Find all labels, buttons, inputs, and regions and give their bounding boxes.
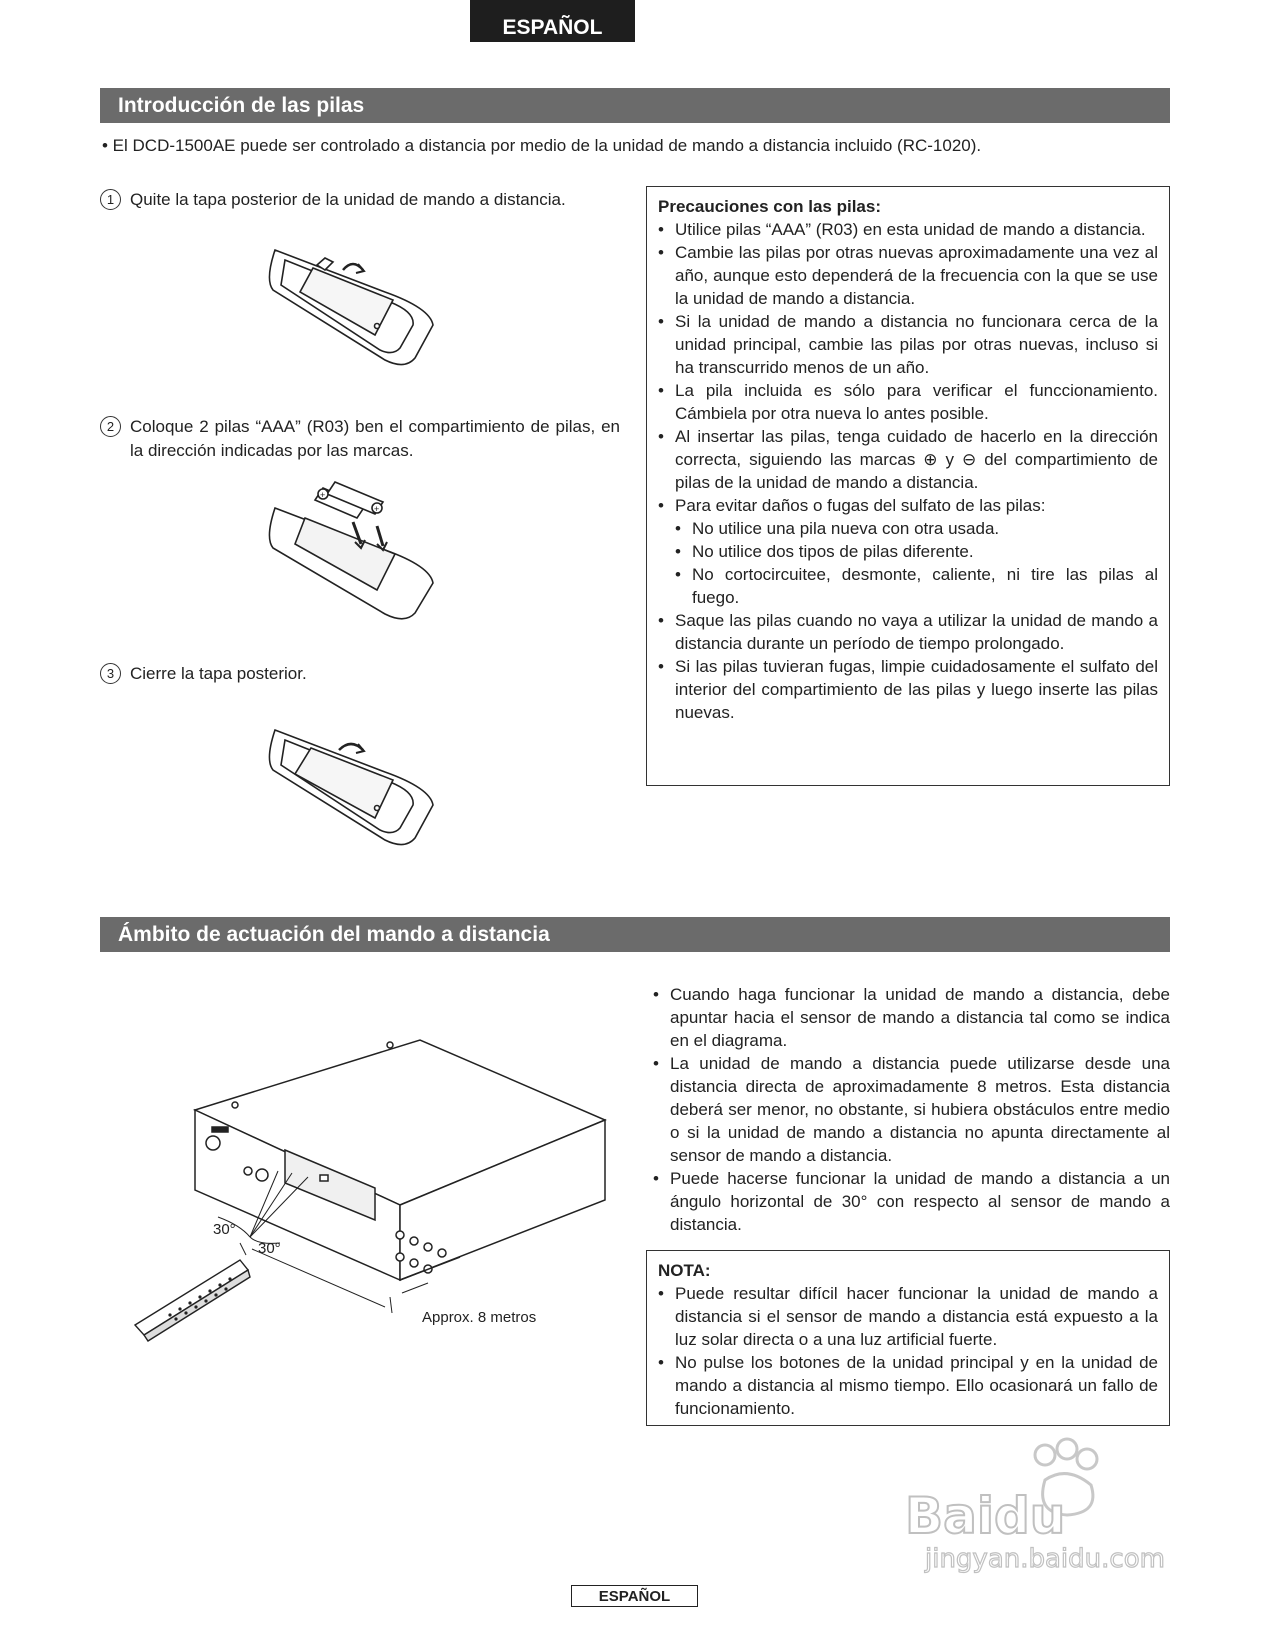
list-item: • Si la unidad de mando a distancia no funcionara cerca de la unidad principal, cambie las pilas por otras nuevas, incluso si ha transcurrido menos de un año. xyxy=(658,310,1158,379)
language-tab-bottom: ESPAÑOL xyxy=(571,1585,698,1607)
list-item: • Puede hacerse funcionar la unidad de mando a distancia a un ángulo horizontal de 30° con respecto al sensor de mando a distancia. xyxy=(653,1167,1170,1236)
precautions-title: Precauciones con las pilas: xyxy=(658,197,881,216)
precautions-list-continued xyxy=(658,609,1158,724)
note-title: NOTA: xyxy=(658,1261,711,1280)
list-item: • Saque las pilas cuando no vaya a utilizar la unidad de mando a distancia durante un período de tiempo prolongado. xyxy=(658,609,1158,655)
remote-open-cover-illustration xyxy=(265,230,445,380)
step-2-text: Coloque 2 pilas “AAA” (R03) ben el compartimiento de pilas, en la dirección indicadas por las marcas. xyxy=(130,417,620,460)
angle-left-label: 30° xyxy=(213,1221,236,1238)
list-item: • Si las pilas tuvieran fugas, limpie cuidadosamente el sulfato del interior del compartimiento de las pilas y luego inserte las pilas nuevas. xyxy=(658,655,1158,724)
step-3 xyxy=(100,662,620,686)
list-item: • No utilice dos tipos de pilas diferente. xyxy=(675,540,1158,563)
step-1-text: Quite la tapa posterior de la unidad de mando a distancia. xyxy=(130,190,566,209)
watermark-brand: Baidu xyxy=(905,1487,1066,1545)
list-item: • Cambie las pilas por otras nuevas aproximadamente una vez al año, aunque esto dependerá de la frecuencia con la que se use la unidad de mando a distancia. xyxy=(658,241,1158,310)
list-item: • No cortocircuitee, desmonte, caliente, ni tire las pilas al fuego. xyxy=(675,563,1158,609)
step-2 xyxy=(100,415,620,463)
watermark-site: jingyan.baidu.com xyxy=(925,1544,1165,1574)
note-list xyxy=(658,1282,1158,1420)
remote-close-cover-illustration xyxy=(265,708,445,858)
battery-precautions-box xyxy=(646,186,1170,786)
baidu-watermark xyxy=(895,1435,1195,1575)
step-1-number: 1 xyxy=(100,189,121,210)
list-item: • La pila incluida es sólo para verificar el funccionamiento. Cámbiela por otra nueva lo antes posible. xyxy=(658,379,1158,425)
note-box xyxy=(646,1250,1170,1426)
step-2-number: 2 xyxy=(100,416,121,437)
list-item: • La unidad de mando a distancia puede utilizarse desde una distancia directa de aproximadamente 8 metros. Esta distancia deberá ser menor, no obstante, si hubiera obstáculos entre medio o si la unidad de mando a distancia no apunta directamente al sensor de mando a distancia. xyxy=(653,1052,1170,1167)
list-item: • Al insertar las pilas, tenga cuidado de hacerlo en la dirección correcta, siguiendo las marcas ⊕ y ⊖ del compartimiento de pilas de la unidad de mando a distancia. xyxy=(658,425,1158,494)
precautions-list xyxy=(658,218,1158,517)
svg-text:+: + xyxy=(374,504,380,514)
list-item: • Puede resultar difícil hacer funcionar la unidad de mando a distancia si el sensor de mando a distancia está expuesto a la luz solar directa o a una luz artificial fuerte. xyxy=(658,1282,1158,1351)
range-bullets xyxy=(653,983,1170,1236)
angle-right-label: 30° xyxy=(258,1240,281,1257)
list-item: • Utilice pilas “AAA” (R03) en esta unidad de mando a distancia. xyxy=(658,218,1158,241)
step-3-number: 3 xyxy=(100,663,121,684)
distance-label: Approx. 8 metros xyxy=(422,1309,537,1326)
list-item: • No utilice una pila nueva con otra usada. xyxy=(675,517,1158,540)
step-1 xyxy=(100,188,620,212)
remote-range-diagram xyxy=(130,1035,610,1385)
remote-insert-batteries-illustration xyxy=(265,478,445,628)
section-title-range: Ámbito de actuación del mando a distancia xyxy=(100,917,1170,952)
section-title-battery: Introducción de las pilas xyxy=(100,88,1170,123)
step-3-text: Cierre la tapa posterior. xyxy=(130,664,307,683)
intro-text: • El DCD-1500AE puede ser controlado a distancia por medio de la unidad de mando a distancia incluido (RC-1020). xyxy=(102,136,982,155)
list-item: • Cuando haga funcionar la unidad de mando a distancia, debe apuntar hacia el sensor de mando a distancia tal como se indica en el diagrama. xyxy=(653,983,1170,1052)
language-tab-top: ESPAÑOL xyxy=(470,0,635,42)
precautions-sublist xyxy=(658,517,1158,609)
list-item: • No pulse los botones de la unidad principal y en la unidad de mando a distancia al mismo tiempo. Ello ocasionará un fallo de funcionamiento. xyxy=(658,1351,1158,1420)
list-item: • Para evitar daños o fugas del sulfato de las pilas: xyxy=(658,494,1158,517)
svg-text:+: + xyxy=(320,490,326,500)
